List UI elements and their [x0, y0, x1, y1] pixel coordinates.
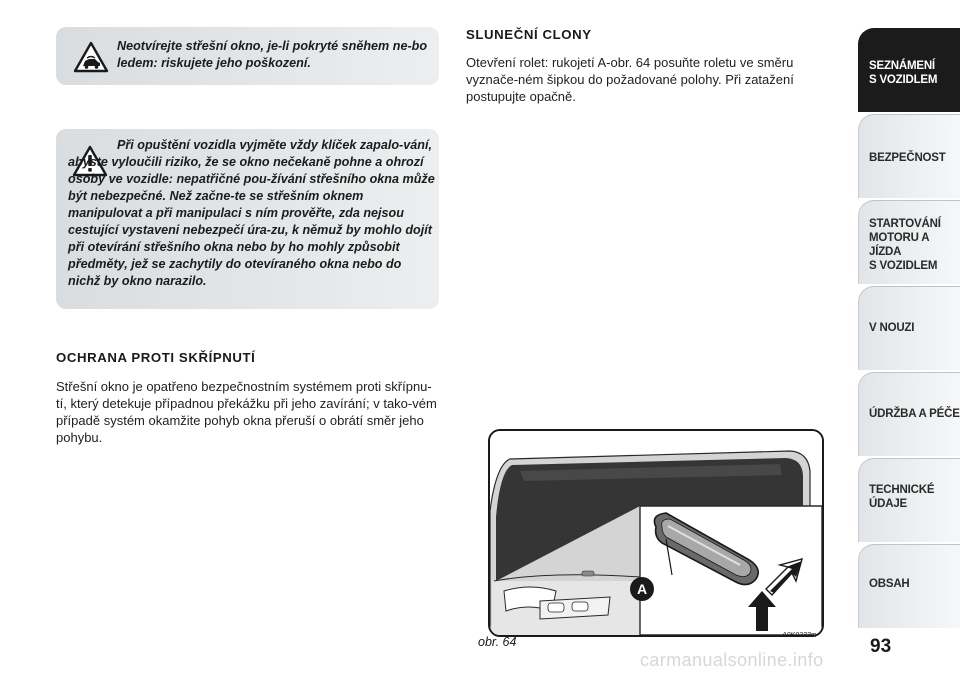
car-roof-warning-icon: [73, 41, 109, 73]
tab-label: OBSAH: [869, 578, 910, 590]
warning-box-snow: [56, 27, 439, 85]
tab-label: SEZNÁMENÍ S VOZIDLEM: [869, 60, 938, 86]
watermark: carmanualsonline.info: [640, 650, 824, 670]
text-anti-pinch: Střešní okno je opatřeno bezpečnostním systémem proti skřípnu-tí, který detekuje případnou překážku při jeho zavírání; v tako-vém případě systém okamžite pohyb okna přeruší o obrátí směr jeho pohybu.: [56, 379, 437, 445]
tab-udrzba[interactable]: [858, 372, 960, 456]
sun-blind-illustration: [490, 431, 822, 635]
tab-obsah[interactable]: [858, 544, 960, 628]
text-sun-blinds: Otevření rolet: rukojetí A-obr. 64 posuňte roletu ve směru vyznače-ném šipkou do požadované polohy. Při zatažení postupujte opačně.: [466, 55, 794, 104]
tab-label: BEZPEČNOST: [869, 152, 946, 164]
tab-bezpecnost[interactable]: [858, 114, 960, 198]
page-number: 93: [870, 636, 892, 657]
warning-text-snow: Neotvírejte střešní okno, je-li pokryté sněhem ne-bo ledem: riskujete jeho poškození.: [117, 39, 428, 70]
figure-sun-blind-handle: [488, 429, 824, 637]
chapter-sidebar: [858, 28, 960, 628]
figure-caption: obr. 64: [478, 635, 517, 649]
tab-startovani[interactable]: [858, 200, 960, 284]
heading-anti-pinch: OCHRANA PROTI SKŘÍPNUTÍ: [56, 350, 256, 365]
warning-box-key: [56, 129, 439, 309]
figure-code: A0K0233m: [782, 632, 817, 639]
warning-text-key: Při opuštění vozidla vyjměte vždy klíček zapalo-vání, abyste vyloučili riziko, že se okno nečekaně pohne a ohrozí osoby ve vozidle: nepatřičné pou-žívání střešního okna může být nebezpečné. Než začne-te se střešním oknem manipulovat a při manipulaci s ním prověřte, zda nejsou cestující vystaveni nebezpečí úra-zu, k němuž by mohlo dojít při otevírání střešního okna nebo by ho mohly způsobit předměty, jež se zachytily do otevíraného okna nebo do nichž by okno narazilo.: [68, 138, 435, 288]
tab-label: ÚDRŽBA A PÉČE: [869, 408, 960, 420]
tab-label: STARTOVÁNÍ MOTORU A JÍZDA S VOZIDLEM: [869, 218, 941, 272]
callout-a: A: [636, 581, 648, 597]
tab-seznameni[interactable]: [858, 28, 960, 112]
tab-label: V NOUZI: [869, 322, 915, 334]
tab-v-nouzi[interactable]: [858, 286, 960, 370]
tab-label: TECHNICKÉ ÚDAJE: [869, 484, 935, 510]
heading-sun-blinds: SLUNEČNÍ CLONY: [466, 27, 592, 42]
tab-technicke[interactable]: [858, 458, 960, 542]
